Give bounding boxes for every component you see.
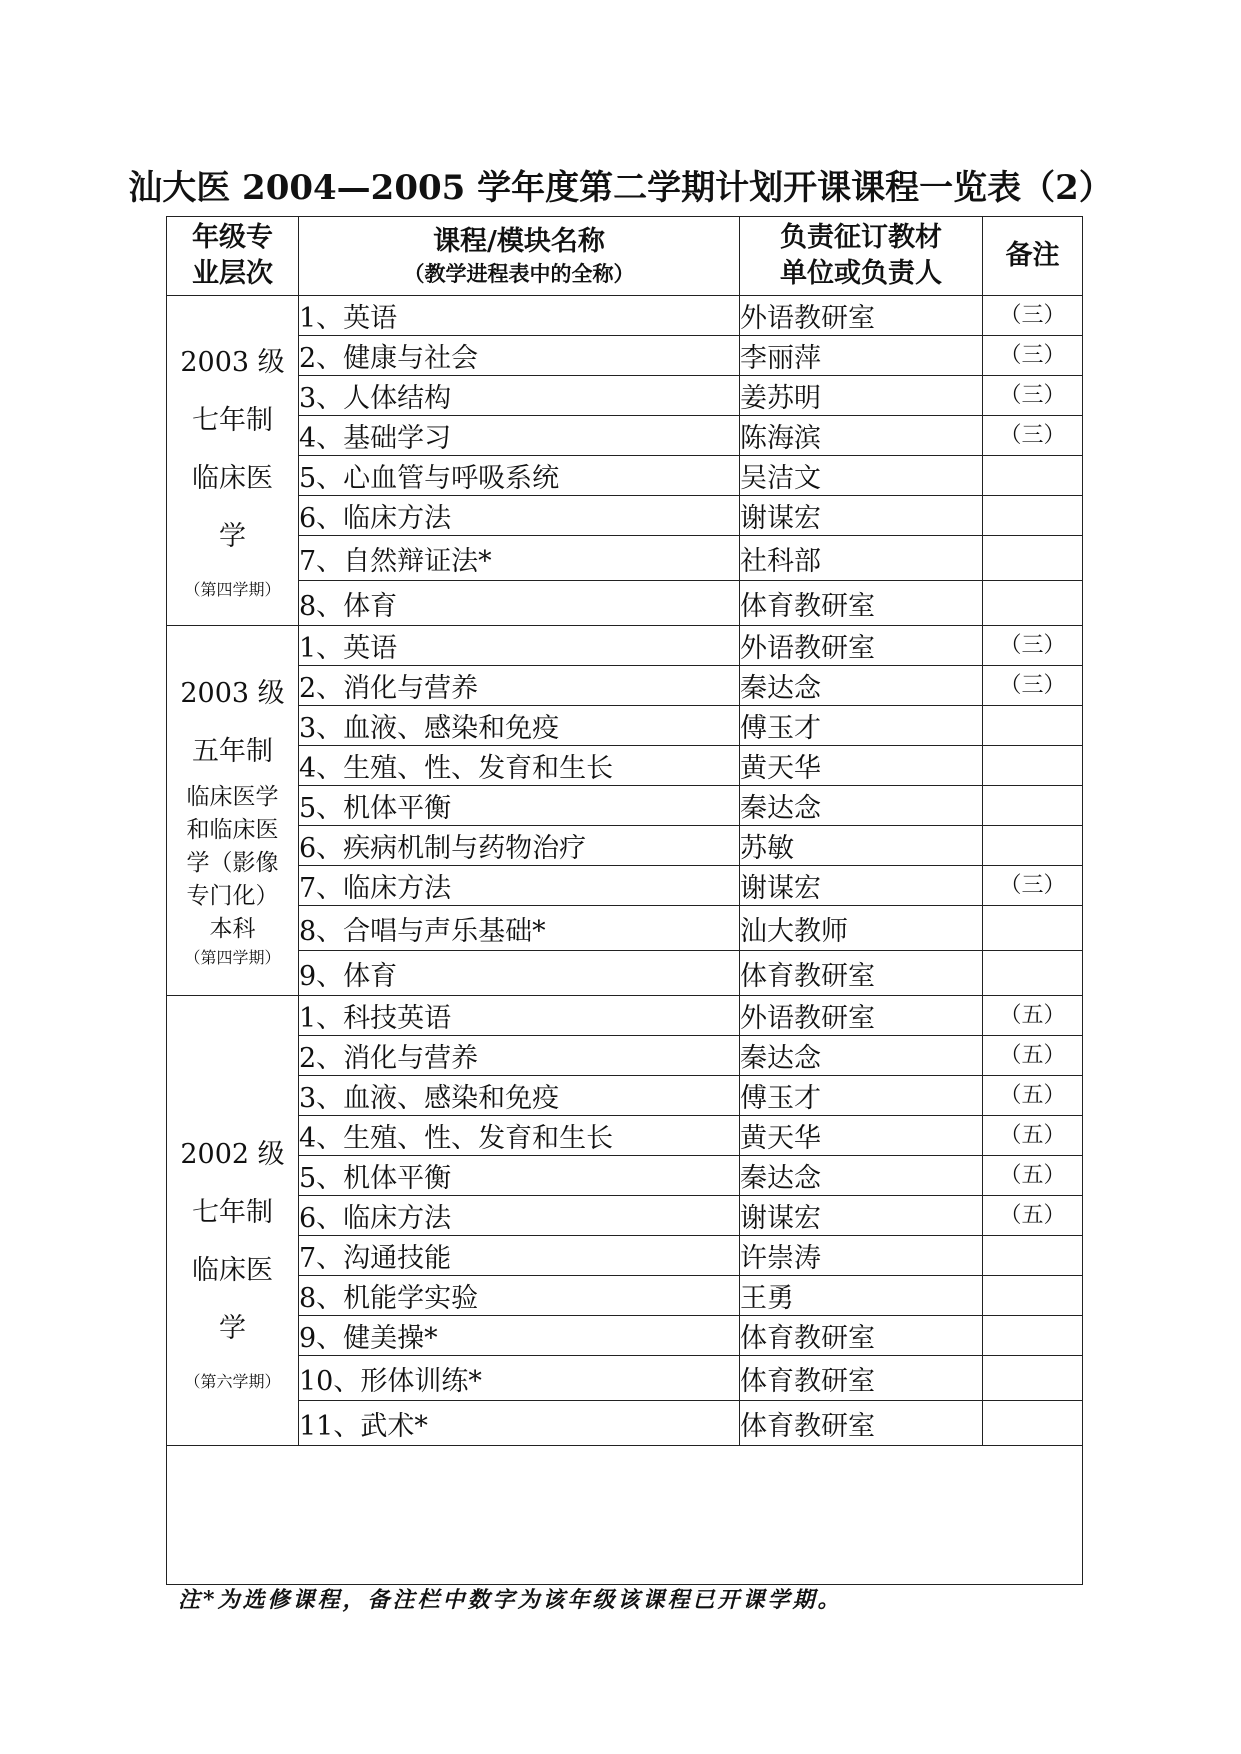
table-row: [167, 1276, 1083, 1316]
course-name: 8、体育: [299, 581, 740, 626]
note-value: [983, 496, 1083, 536]
note-value: （三）: [983, 866, 1083, 906]
responsible-unit: 李丽萍: [740, 336, 983, 376]
note-value: （五）: [983, 1116, 1083, 1156]
responsible-unit: 秦达念: [740, 786, 983, 826]
course-name: 7、沟通技能: [299, 1236, 740, 1276]
responsible-unit: 陈海滨: [740, 416, 983, 456]
responsible-unit: 黄天华: [740, 1116, 983, 1156]
note-value: [983, 906, 1083, 951]
note-value: [983, 581, 1083, 626]
grade-label-line: 2003 级: [180, 346, 285, 378]
table-body: [167, 296, 1083, 1585]
note-value: （三）: [983, 376, 1083, 416]
table-row: [167, 336, 1083, 376]
grade-label-line: 专门化）: [186, 883, 279, 909]
grade-label-line: 学（影像: [186, 850, 279, 876]
responsible-unit: 体育教研室: [740, 581, 983, 626]
grade-label-line: 五年制: [192, 736, 273, 767]
note-value: [983, 1401, 1083, 1446]
grade-label-line: 本科: [209, 916, 256, 942]
header-responsible: [740, 217, 983, 296]
grade-label-line: 临床医: [192, 1254, 273, 1286]
course-name: 9、体育: [299, 951, 740, 996]
note-value: （五）: [983, 1156, 1083, 1196]
course-name: 9、健美操*: [299, 1316, 740, 1356]
course-table: [166, 216, 1083, 1585]
table-row: [167, 906, 1083, 951]
grade-label-line: 七年制: [192, 404, 273, 436]
course-name: 6、临床方法: [299, 1196, 740, 1236]
course-name: 4、生殖、性、发育和生长: [299, 1116, 740, 1156]
table-row: [167, 951, 1083, 996]
header-responsible-line1: 负责征订教材: [780, 222, 942, 253]
term-label: （第六学期）: [184, 1371, 281, 1391]
table-row: [167, 1401, 1083, 1446]
page-title: 汕大医 2004—2005 学年度第二学期计划开课课程一览表（2）: [128, 168, 1113, 208]
responsible-unit: 傅玉才: [740, 1076, 983, 1116]
table-row: [167, 1356, 1083, 1401]
responsible-unit: 许崇涛: [740, 1236, 983, 1276]
course-name: 3、血液、感染和免疫: [299, 1076, 740, 1116]
course-name: 1、英语: [299, 626, 740, 666]
course-name: 8、合唱与声乐基础*: [299, 906, 740, 951]
note-value: [983, 826, 1083, 866]
term-label: （第四学期）: [184, 579, 281, 599]
course-name: 7、自然辩证法*: [299, 536, 740, 581]
grade-label-line: 七年制: [192, 1196, 273, 1228]
note-value: （五）: [983, 996, 1083, 1036]
table-row: [167, 706, 1083, 746]
course-name: 3、血液、感染和免疫: [299, 706, 740, 746]
header-grade-line2: 业层次: [192, 258, 273, 289]
note-value: [983, 1276, 1083, 1316]
table-row: [167, 1196, 1083, 1236]
responsible-unit: 黄天华: [740, 746, 983, 786]
course-name: 6、疾病机制与药物治疗: [299, 826, 740, 866]
header-course: [299, 217, 740, 296]
responsible-unit: 秦达念: [740, 1156, 983, 1196]
note-value: （三）: [983, 666, 1083, 706]
note-value: [983, 951, 1083, 996]
course-name: 5、机体平衡: [299, 786, 740, 826]
responsible-unit: 姜苏明: [740, 376, 983, 416]
grade-group-cell: [167, 296, 299, 626]
course-name: 8、机能学实验: [299, 1276, 740, 1316]
note-value: [983, 786, 1083, 826]
course-name: 2、健康与社会: [299, 336, 740, 376]
grade-label-line: 学: [219, 520, 246, 552]
note-value: [983, 706, 1083, 746]
course-name: 1、科技英语: [299, 996, 740, 1036]
term-label: （第四学期）: [184, 948, 281, 967]
responsible-unit: 外语教研室: [740, 296, 983, 336]
course-name: 5、机体平衡: [299, 1156, 740, 1196]
table-row: [167, 1236, 1083, 1276]
responsible-unit: 吴洁文: [740, 456, 983, 496]
note-value: [983, 746, 1083, 786]
table-row: [167, 416, 1083, 456]
table-row: [167, 581, 1083, 626]
responsible-unit: 社科部: [740, 536, 983, 581]
header-note: 备注: [983, 217, 1083, 296]
table-row: [167, 1116, 1083, 1156]
responsible-unit: 王勇: [740, 1276, 983, 1316]
note-value: （五）: [983, 1196, 1083, 1236]
responsible-unit: 苏敏: [740, 826, 983, 866]
course-name: 5、心血管与呼吸系统: [299, 456, 740, 496]
table-row: [167, 456, 1083, 496]
responsible-unit: 外语教研室: [740, 996, 983, 1036]
table-row: [167, 536, 1083, 581]
responsible-unit: 秦达念: [740, 666, 983, 706]
table-row: [167, 496, 1083, 536]
responsible-unit: 体育教研室: [740, 951, 983, 996]
table-row: [167, 786, 1083, 826]
responsible-unit: 谢谋宏: [740, 866, 983, 906]
course-name: 2、消化与营养: [299, 666, 740, 706]
grade-label-line: 学: [219, 1312, 246, 1344]
table-row: [167, 376, 1083, 416]
note-value: [983, 1316, 1083, 1356]
table-row: [167, 1076, 1083, 1116]
note-value: [983, 1356, 1083, 1401]
course-name: 6、临床方法: [299, 496, 740, 536]
table-row: [167, 666, 1083, 706]
note-value: （五）: [983, 1036, 1083, 1076]
course-name: 4、生殖、性、发育和生长: [299, 746, 740, 786]
course-name: 10、形体训练*: [299, 1356, 740, 1401]
note-value: （三）: [983, 296, 1083, 336]
course-name: 3、人体结构: [299, 376, 740, 416]
header-responsible-line2: 单位或负责人: [780, 258, 942, 289]
header-grade-line1: 年级专: [192, 222, 273, 253]
table-row: [167, 866, 1083, 906]
table-row: [167, 626, 1083, 666]
note-value: [983, 456, 1083, 496]
responsible-unit: 谢谋宏: [740, 1196, 983, 1236]
course-name: 4、基础学习: [299, 416, 740, 456]
course-name: 11、武术*: [299, 1401, 740, 1446]
grade-group-cell: [167, 626, 299, 996]
course-name: 2、消化与营养: [299, 1036, 740, 1076]
grade-label-line: 临床医: [192, 462, 273, 494]
grade-group-cell: [167, 996, 299, 1446]
responsible-unit: 体育教研室: [740, 1316, 983, 1356]
grade-label-line: 和临床医: [186, 817, 279, 843]
course-name: 1、英语: [299, 296, 740, 336]
header-course-title: 课程/模块名称: [433, 226, 605, 257]
header-course-subtitle: （教学进程表中的全称）: [403, 261, 635, 286]
grade-label-line: 2003 级: [180, 678, 285, 709]
table-row: [167, 746, 1083, 786]
header-grade: [167, 217, 299, 296]
footnote: 注*为选修课程，备注栏中数字为该年级该课程已开课学期。: [178, 1587, 843, 1613]
responsible-unit: 体育教研室: [740, 1356, 983, 1401]
table-row: [167, 1156, 1083, 1196]
table-row: [167, 1036, 1083, 1076]
responsible-unit: 体育教研室: [740, 1401, 983, 1446]
note-value: [983, 536, 1083, 581]
note-value: （五）: [983, 1076, 1083, 1116]
responsible-unit: 汕大教师: [740, 906, 983, 951]
course-name: 7、临床方法: [299, 866, 740, 906]
table-row: [167, 296, 1083, 336]
responsible-unit: 外语教研室: [740, 626, 983, 666]
table-row: [167, 996, 1083, 1036]
note-value: [983, 1236, 1083, 1276]
responsible-unit: 秦达念: [740, 1036, 983, 1076]
blank-row: [167, 1446, 1083, 1585]
responsible-unit: 傅玉才: [740, 706, 983, 746]
table-row: [167, 1316, 1083, 1356]
blank-cell: [167, 1446, 1083, 1585]
responsible-unit: 谢谋宏: [740, 496, 983, 536]
grade-label-line: 2002 级: [180, 1138, 285, 1170]
note-value: （三）: [983, 626, 1083, 666]
note-value: （三）: [983, 336, 1083, 376]
note-value: （三）: [983, 416, 1083, 456]
table-row: [167, 826, 1083, 866]
header-row: [167, 217, 1083, 296]
grade-label-line: 临床医学: [186, 784, 279, 810]
